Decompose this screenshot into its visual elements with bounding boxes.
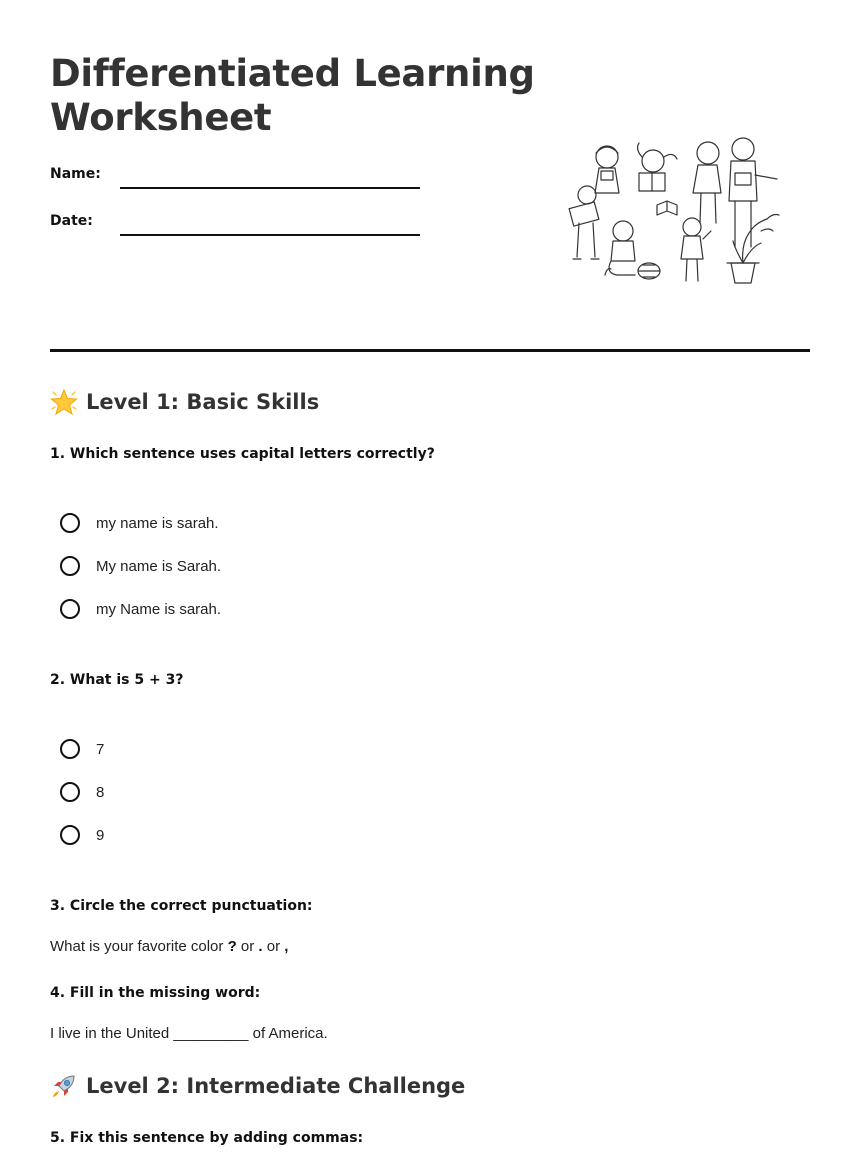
question-1-option-3[interactable] (60, 597, 221, 621)
or-text: or (262, 938, 285, 955)
radio-button[interactable] (60, 739, 80, 759)
question-3-prompt: 3. Circle the correct punctuation: (50, 898, 313, 914)
radio-button[interactable] (60, 513, 80, 533)
option-label: My name is Sarah. (96, 557, 222, 575)
radio-button[interactable] (60, 599, 80, 619)
option-label: 8 (96, 783, 105, 801)
level-2-heading (50, 1072, 465, 1100)
level-1-heading (50, 388, 319, 416)
question-4-sentence: I live in the United _________ of America. (50, 1025, 328, 1042)
option-label: 7 (96, 740, 105, 758)
question-1-option-1[interactable] (60, 511, 219, 535)
question-2-option-2[interactable] (60, 780, 104, 804)
rocket-icon (50, 1072, 78, 1100)
option-label: my name is sarah. (96, 514, 219, 532)
question-5-prompt: 5. Fix this sentence by adding commas: (50, 1130, 364, 1146)
level-1-heading-text: Level 1: Basic Skills (86, 390, 320, 414)
question-1-option-2[interactable] (60, 554, 221, 578)
page-title: Differentiated Learning Worksheet (50, 52, 535, 139)
level-2-heading-text: Level 2: Intermediate Challenge (86, 1074, 466, 1098)
question-2-option-3[interactable] (60, 823, 104, 847)
children-reading-illustration (565, 135, 785, 285)
question-2-option-1[interactable] (60, 737, 104, 761)
name-label: Name: (50, 166, 101, 182)
option-label: 9 (96, 826, 105, 844)
name-field[interactable] (120, 187, 420, 189)
sentence-text: What is your favorite color (50, 938, 228, 955)
radio-button[interactable] (60, 825, 80, 845)
or-text: or (236, 938, 259, 955)
punctuation-choice-period[interactable]: . (258, 938, 263, 955)
punctuation-choice-comma[interactable]: , (284, 938, 289, 955)
question-1-prompt: 1. Which sentence uses capital letters correctly? (50, 446, 435, 462)
question-4-prompt: 4. Fill in the missing word: (50, 985, 261, 1001)
punctuation-choice-question-mark[interactable]: ? (227, 938, 237, 955)
radio-button[interactable] (60, 556, 80, 576)
radio-button[interactable] (60, 782, 80, 802)
date-label: Date: (50, 213, 93, 229)
option-label: my Name is sarah. (96, 600, 222, 618)
question-3-sentence (50, 938, 288, 955)
question-2-prompt: 2. What is 5 + 3? (50, 672, 184, 688)
glowing-star-icon (50, 388, 78, 416)
section-divider (50, 349, 810, 352)
date-field[interactable] (120, 234, 420, 236)
